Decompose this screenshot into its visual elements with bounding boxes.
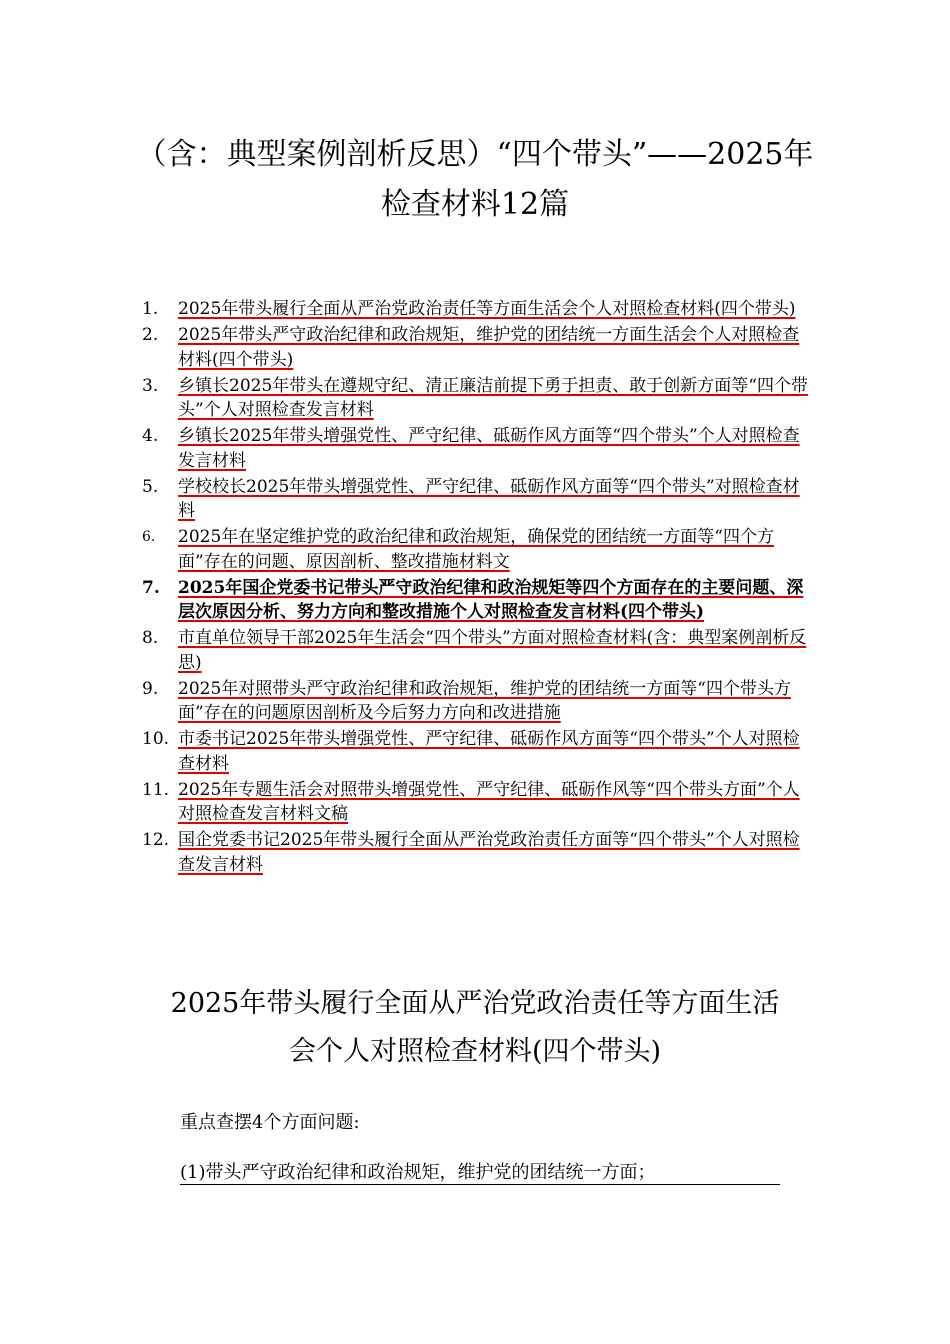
section-title	[120, 980, 830, 1076]
toc-link[interactable]: 乡镇长2025年带头增强党性、严守纪律、砥砺作风方面等“四个带头”个人对照检查发言材料	[178, 426, 800, 471]
toc-number: 7.	[142, 577, 160, 598]
toc-item-12[interactable]	[0, 828, 808, 877]
section-point-1: (1)带头严守政治纪律和政治规矩，维护党的团结统一方面；	[180, 1158, 780, 1185]
toc-item-2[interactable]	[0, 323, 808, 372]
toc-number: 8.	[142, 628, 159, 648]
toc-number: 9.	[142, 678, 159, 699]
document-title-line-2: 检查材料12篇	[380, 187, 570, 222]
toc-item-6[interactable]	[0, 525, 808, 574]
toc-item-9[interactable]	[0, 677, 808, 726]
document-title	[120, 130, 830, 230]
section-intro: 重点查摆4个方面问题:	[180, 1112, 360, 1133]
toc-item-7[interactable]	[0, 576, 808, 625]
section-title-line-2: 会个人对照检查材料(四个带头)	[288, 1036, 662, 1067]
toc-number: 3.	[142, 375, 159, 396]
table-of-contents	[0, 297, 950, 879]
toc-number: 11.	[142, 779, 170, 800]
toc-item-11[interactable]	[0, 778, 808, 827]
toc-link[interactable]: 2025年带头严守政治纪律和政治规矩，维护党的团结统一方面生活会个人对照检查材料(四个带头)	[178, 325, 800, 370]
toc-number: 2.	[142, 325, 159, 345]
toc-item-4[interactable]	[0, 424, 808, 473]
toc-link[interactable]: 2025年对照带头严守政治纪律和政治规矩，维护党的团结统一方面等“四个带头方面”存在的问题原因剖析及今后努力方向和改进措施	[178, 678, 791, 723]
toc-item-10[interactable]	[0, 727, 808, 776]
toc-number: 12.	[142, 830, 170, 850]
document-title-line-1: （含：典型案例剖析反思）“四个带头”——2025年	[136, 137, 814, 172]
toc-item-1[interactable]	[0, 297, 808, 322]
toc-number: 5.	[142, 476, 159, 497]
toc-item-5[interactable]	[0, 475, 808, 524]
toc-item-8[interactable]	[0, 626, 808, 675]
toc-number: 4.	[142, 426, 159, 446]
toc-link[interactable]: 学校校长2025年带头增强党性、严守纪律、砥砺作风方面等“四个带头”对照检查材料	[178, 476, 800, 521]
toc-link[interactable]: 市委书记2025年带头增强党性、严守纪律、砥砺作风方面等“四个带头”个人对照检查材料	[178, 729, 800, 774]
toc-link[interactable]: 市直单位领导干部2025年生活会“四个带头”方面对照检查材料(含：典型案例剖析反思)	[178, 628, 807, 673]
toc-item-3[interactable]	[0, 374, 808, 423]
toc-number: 6.	[142, 529, 156, 545]
toc-link[interactable]: 乡镇长2025年带头在遵规守纪、清正廉洁前提下勇于担责、敢于创新方面等“四个带头”个人对照检查发言材料	[178, 375, 808, 420]
toc-number: 10.	[142, 729, 170, 749]
toc-link[interactable]: 2025年专题生活会对照带头增强党性、严守纪律、砥砺作风等“四个带头方面”个人对照检查发言材料文稿	[178, 779, 800, 824]
section-title-line-1: 2025年带头履行全面从严治党政治责任等方面生活	[170, 988, 780, 1019]
toc-link[interactable]: 2025年带头履行全面从严治党政治责任等方面生活会个人对照检查材料(四个带头)	[178, 299, 796, 319]
toc-link[interactable]: 2025年国企党委书记带头严守政治纪律和政治规矩等四个方面存在的主要问题、深层次原因分析、努力方向和整改措施个人对照检查发言材料(四个带头)	[178, 577, 804, 622]
toc-link[interactable]: 2025年在坚定维护党的政治纪律和政治规矩，确保党的团结统一方面等“四个方面”存在的问题、原因剖析、整改措施材料文	[178, 527, 774, 572]
toc-link[interactable]: 国企党委书记2025年带头履行全面从严治党政治责任方面等“四个带头”个人对照检查发言材料	[178, 830, 800, 875]
toc-number: 1.	[142, 299, 159, 319]
